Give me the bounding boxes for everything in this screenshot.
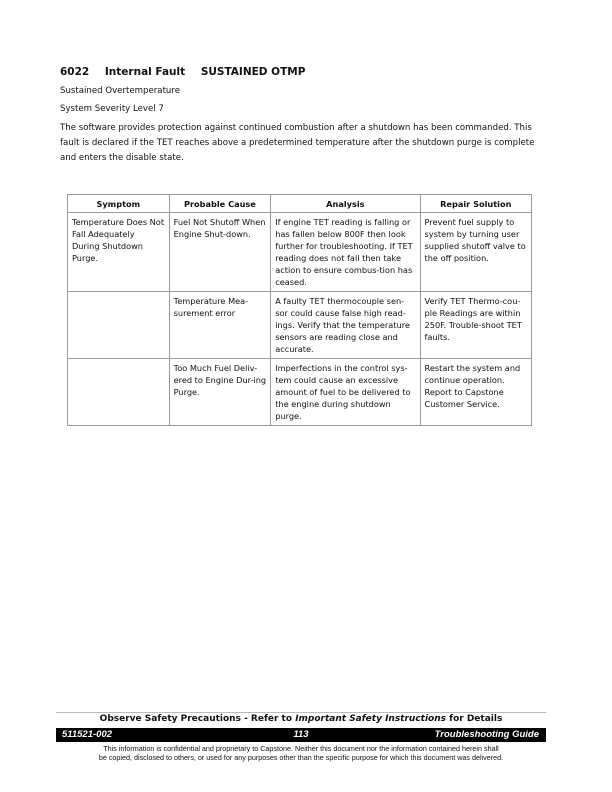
confidentiality-line-2: be copied, disclosed to others, or used for any purposes other than the specific purpose for which this document was delivered. (98, 753, 504, 762)
fault-title (60, 66, 317, 78)
cause-cell: Temperature Mea-surement error (169, 292, 271, 359)
repair-cell: Prevent fuel supply to system by turning user supplied shutoff valve to the off position. (420, 213, 531, 292)
confidentiality-notice (56, 744, 546, 762)
cause-cell: Too Much Fuel Deliv-ered to Engine Dur-ing Purge. (169, 359, 271, 426)
fault-type: Internal Fault (104, 66, 186, 78)
troubleshooting-table (67, 194, 532, 426)
page-number: 113 (293, 729, 309, 740)
fault-name: SUSTAINED OTMP (200, 66, 306, 78)
safety-notice (56, 714, 546, 724)
symptom-cell (68, 292, 170, 359)
repair-cell: Restart the system and continue operation. Report to Capstone Customer Service. (420, 359, 531, 426)
cause-cell: Fuel Not Shutoff When Engine Shut-down. (169, 213, 271, 292)
column-header-repair-solution: Repair Solution (420, 195, 531, 213)
fault-code: 6022 (60, 66, 90, 78)
symptom-cell: Temperature Does Not Fall Adequately During Shutdown Purge. (68, 213, 170, 292)
table-row (68, 213, 532, 292)
safety-suffix: for Details (449, 714, 503, 724)
confidentiality-line-1: This information is confidential and proprietary to Capstone. Neither this document nor the information contained herein shall (103, 744, 499, 753)
footer-divider (56, 712, 546, 713)
safety-prefix: Observe Safety Precautions - Refer to (99, 714, 293, 724)
safety-instructions-reference: Important Safety Instructions (295, 714, 447, 724)
table-row (68, 359, 532, 426)
analysis-cell: Imperfections in the control sys-tem could cause an excessive amount of fuel to be delivered to the engine during shutdown purge. (271, 359, 420, 426)
symptom-cell (68, 359, 170, 426)
column-header-symptom: Symptom (68, 195, 170, 213)
analysis-cell: A faulty TET thermocouple sen-sor could cause false high read-ings. Verify that the temperature sensors are reading close and accurate. (271, 292, 420, 359)
severity-level: System Severity Level 7 (60, 104, 164, 114)
fault-subtitle: Sustained Overtemperature (60, 86, 181, 96)
table-header-row (68, 195, 532, 213)
column-header-probable-cause: Probable Cause (169, 195, 271, 213)
repair-cell: Verify TET Thermo-cou-ple Readings are within 250F. Trouble-shoot TET faults. (420, 292, 531, 359)
column-header-analysis: Analysis (271, 195, 420, 213)
table-row (68, 292, 532, 359)
guide-title: Troubleshooting Guide (434, 729, 539, 740)
analysis-cell: If engine TET reading is falling or has fallen below 800F then look further for troubleshooting. If TET reading does not fall then take action to ensure combus-tion has ceased. (271, 213, 420, 292)
fault-description: The software provides protection against continued combustion after a shutdown has been commanded. This fault is declared if the TET reaches above a predetermined temperature after the shutdown purge is complete and enters the disable state. (60, 123, 535, 163)
footer-bar (56, 728, 546, 742)
document-number: 511521-002 (62, 729, 113, 740)
